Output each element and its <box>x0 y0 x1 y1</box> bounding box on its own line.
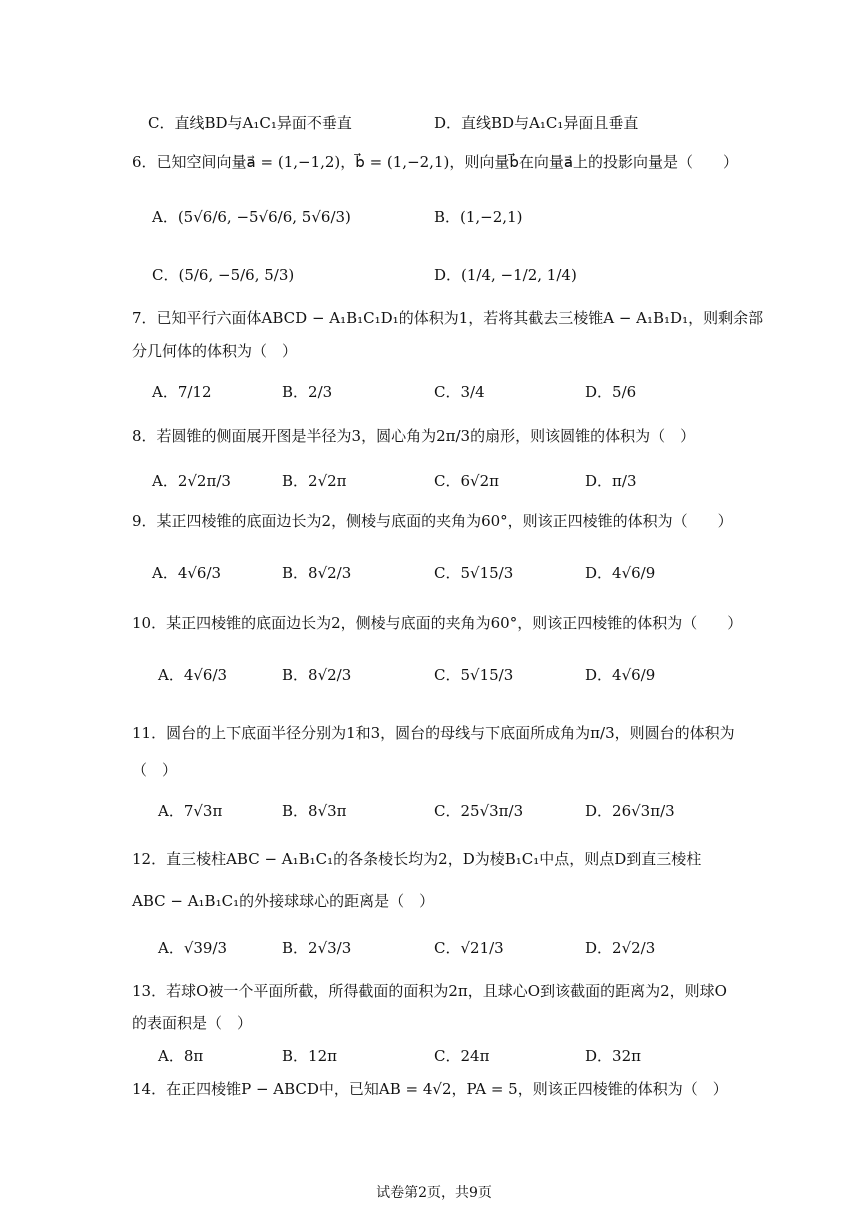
q11-stem-line2: （ ） <box>132 761 178 779</box>
q7-option-c: C．3/4 <box>434 383 485 401</box>
q13-option-d: D．32π <box>585 1047 641 1065</box>
q12-option-c: C．√21/3 <box>434 939 504 957</box>
q13-option-c: C．24π <box>434 1047 490 1065</box>
q9-option-d: D．4√6/9 <box>585 564 656 582</box>
q11-option-c: C．25√3π/3 <box>434 802 524 820</box>
q11-option-d: D．26√3π/3 <box>585 802 675 820</box>
q10-stem: 10．某正四棱锥的底面边长为2，侧棱与底面的夹角为60°，则该正四棱锥的体积为（ ） <box>132 614 743 632</box>
q9-option-c: C．5√15/3 <box>434 564 514 582</box>
q7-option-a: A．7/12 <box>152 383 212 401</box>
q12-option-b: B．2√3/3 <box>282 939 352 957</box>
q8-option-c: C．6√2π <box>434 472 499 490</box>
q9-option-a: A．4√6/3 <box>152 564 222 582</box>
q7-option-d: D．5/6 <box>585 383 637 401</box>
q13-option-b: B．12π <box>282 1047 337 1065</box>
q11-option-b: B．8√3π <box>282 802 347 820</box>
q10-option-a: A．4√6/3 <box>158 666 228 684</box>
q13-stem-line1: 13．若球O被一个平面所截，所得截面的面积为2π，且球心O到该截面的距离为2，则球O <box>132 982 727 1000</box>
q10-option-d: D．4√6/9 <box>585 666 656 684</box>
q14-stem: 14．在正四棱锥P − ABCD中，已知AB = 4√2，PA = 5，则该正四棱锥的体积为（ ） <box>132 1080 728 1098</box>
q7-stem-line2: 分几何体的体积为（ ） <box>132 342 298 360</box>
q10-option-c: C．5√15/3 <box>434 666 514 684</box>
q12-stem-line2: ABC − A₁B₁C₁的外接球球心的距离是（ ） <box>132 892 435 910</box>
q6-stem: 6．已知空间向量a⃗ = (1,−1,2)，b⃗ = (1,−2,1)，则向量b⃗在向量a⃗上的投影向量是（ ） <box>132 153 739 171</box>
q6-option-a: A．(5√6/6, −5√6/6, 5√6/3) <box>152 208 351 226</box>
q5-option-d: D．直线BD与A₁C₁异面且垂直 <box>434 114 639 132</box>
q7-stem-line1: 7．已知平行六面体ABCD − A₁B₁C₁D₁的体积为1，若将其截去三棱锥A − A₁B₁D₁，则剩余部 <box>132 309 764 327</box>
q9-stem: 9．某正四棱锥的底面边长为2，侧棱与底面的夹角为60°，则该正四棱锥的体积为（ ） <box>132 512 733 530</box>
q6-option-c: C．(5/6, −5/6, 5/3) <box>152 266 295 284</box>
q5-option-c: C．直线BD与A₁C₁异面不垂直 <box>148 114 352 132</box>
q13-stem-line2: 的表面积是（ ） <box>132 1014 253 1032</box>
q6-option-b: B．(1,−2,1) <box>434 208 523 226</box>
q7-option-b: B．2/3 <box>282 383 333 401</box>
q10-option-b: B．8√2/3 <box>282 666 352 684</box>
q12-stem-line1: 12．直三棱柱ABC − A₁B₁C₁的各条棱长均为2，D为棱B₁C₁中点，则点D到直三棱柱 <box>132 850 702 868</box>
page-footer: 试卷第2页，共9页 <box>376 1185 492 1201</box>
q8-option-b: B．2√2π <box>282 472 347 490</box>
q8-option-d: D．π/3 <box>585 472 637 490</box>
q6-option-d: D．(1/4, −1/2, 1/4) <box>434 266 577 284</box>
q11-option-a: A．7√3π <box>158 802 223 820</box>
q8-stem: 8．若圆锥的侧面展开图是半径为3，圆心角为2π/3的扇形，则该圆锥的体积为（ ） <box>132 427 696 445</box>
q12-option-d: D．2√2/3 <box>585 939 656 957</box>
q12-option-a: A．√39/3 <box>158 939 228 957</box>
q8-option-a: A．2√2π/3 <box>152 472 231 490</box>
q9-option-b: B．8√2/3 <box>282 564 352 582</box>
q13-option-a: A．8π <box>158 1047 204 1065</box>
q11-stem-line1: 11．圆台的上下底面半径分别为1和3，圆台的母线与下底面所成角为π/3，则圆台的体积为 <box>132 724 735 742</box>
